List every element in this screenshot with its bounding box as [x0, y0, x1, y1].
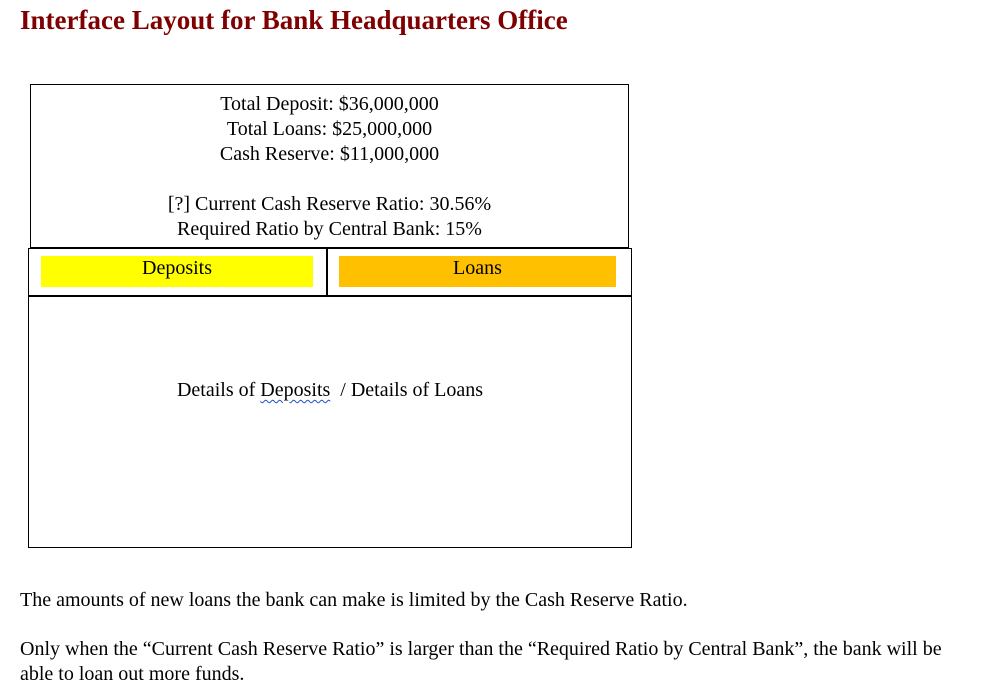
details-panel — [28, 296, 632, 548]
cash-reserve-label: Cash Reserve: $11,000,000 — [219, 143, 440, 165]
summary-panel — [30, 84, 629, 248]
note-paragraph-2: Only when the “Current Cash Reserve Ratio” is larger than the “Required Ratio by Central Bank”, the bank will be able to loan out more funds. — [20, 638, 942, 685]
total-loans-label: Total Loans: $25,000,000 — [226, 118, 433, 140]
spacer — [31, 167, 628, 192]
required-ratio-label: Required Ratio by Central Bank: 15% — [177, 218, 482, 240]
details-prefix: Details of — [176, 379, 261, 401]
tab-bar — [28, 248, 632, 296]
details-placeholder — [29, 379, 631, 402]
tab-deposits[interactable]: Deposits — [41, 256, 313, 287]
total-deposit-label: Total Deposit: $36,000,000 — [220, 93, 439, 115]
details-deposits-word: Deposits — [260, 379, 331, 401]
details-suffix: / Details of Loans — [330, 379, 484, 401]
note-paragraph-1: The amounts of new loans the bank can make is limited by the Cash Reserve Ratio. — [20, 589, 688, 611]
current-ratio-label: [?] Current Cash Reserve Ratio: 30.56% — [167, 193, 492, 215]
tab-divider — [326, 249, 328, 295]
tab-loans[interactable]: Loans — [339, 256, 616, 287]
page-title: Interface Layout for Bank Headquarters Office — [20, 5, 568, 35]
